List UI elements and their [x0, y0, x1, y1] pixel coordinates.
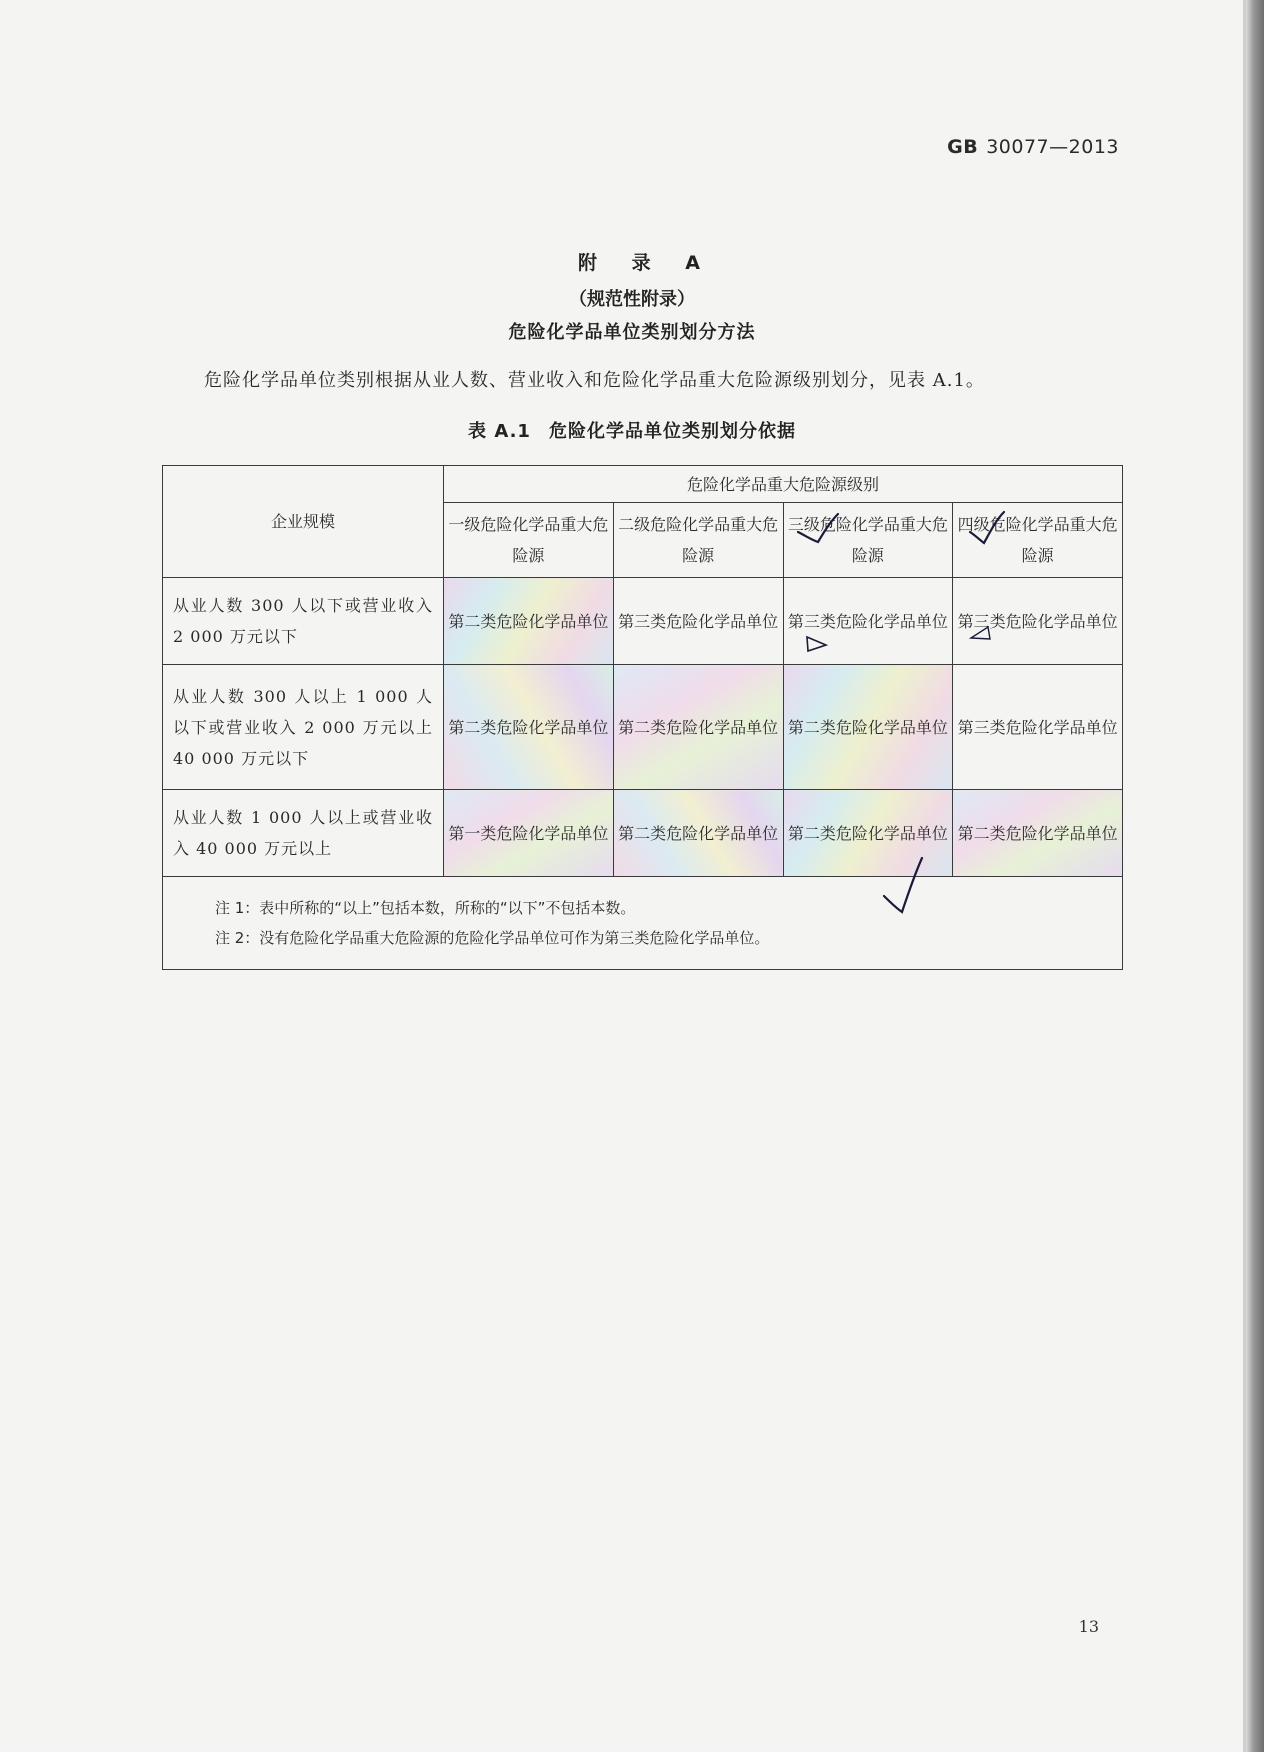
table-cell: 第二类危险化学品单位: [783, 790, 953, 877]
table-cell: 第二类危险化学品单位: [444, 665, 614, 790]
column-header: 二级危险化学品重大危险源: [613, 503, 783, 578]
table-cell: 第一类危险化学品单位: [444, 790, 614, 877]
group-header: 危险化学品重大危险源级别: [444, 466, 1123, 503]
document-code: [947, 136, 1119, 158]
table-caption: [0, 417, 1264, 443]
table-cell: 第三类危险化学品单位: [783, 578, 953, 665]
table-cell: 第二类危险化学品单位: [783, 665, 953, 790]
table-note: 注 1：表中所称的“以上”包括本数，所称的“以下”不包括本数。: [215, 899, 636, 917]
table-cell: 第二类危险化学品单位: [613, 665, 783, 790]
table-cell: 第二类危险化学品单位: [953, 790, 1123, 877]
page-number: 13: [1078, 1617, 1099, 1636]
classification-table: [162, 465, 1123, 970]
table-row: [163, 790, 1123, 877]
standard-prefix: GB: [947, 136, 979, 158]
table-cell: 第三类危险化学品单位: [953, 578, 1123, 665]
table-row: [163, 578, 1123, 665]
column-header: 三级危险化学品重大危险源: [783, 503, 953, 578]
table-caption-title: 危险化学品单位类别划分依据: [548, 421, 796, 442]
corner-header: 企业规模: [163, 466, 444, 578]
table-cell: 第三类危险化学品单位: [613, 578, 783, 665]
appendix-type: （规范性附录）: [569, 289, 695, 310]
row-header: 从业人数 300 人以上 1 000 人以下或营业收入 2 000 万元以上 40 000 万元以下: [163, 665, 444, 790]
table-cell: 第三类危险化学品单位: [953, 665, 1123, 790]
table-cell: 第二类危险化学品单位: [444, 578, 614, 665]
row-header: 从业人数 1 000 人以上或营业收入 40 000 万元以上: [163, 790, 444, 877]
appendix-heading: 危险化学品单位类别划分方法: [508, 322, 756, 343]
table-row: [163, 665, 1123, 790]
table-caption-number: 表 A.1: [468, 421, 531, 442]
appendix-title: 附 录 A: [578, 252, 714, 274]
row-header: 从业人数 300 人以下或营业收入 2 000 万元以下: [163, 578, 444, 665]
table-header-row: [163, 466, 1123, 503]
column-header: 四级危险化学品重大危险源: [953, 503, 1123, 578]
table-cell: 第二类危险化学品单位: [613, 790, 783, 877]
table-notes: [163, 877, 1123, 970]
standard-number: 30077—2013: [986, 136, 1119, 158]
table-note: 注 2：没有危险化学品重大危险源的危险化学品单位可作为第三类危险化学品单位。: [215, 929, 770, 947]
intro-paragraph: 危险化学品单位类别根据从业人数、营业收入和危险化学品重大危险源级别划分，见表 A.1。: [204, 370, 985, 391]
column-header: 一级危险化学品重大危险源: [444, 503, 614, 578]
table-notes-row: [163, 877, 1123, 970]
